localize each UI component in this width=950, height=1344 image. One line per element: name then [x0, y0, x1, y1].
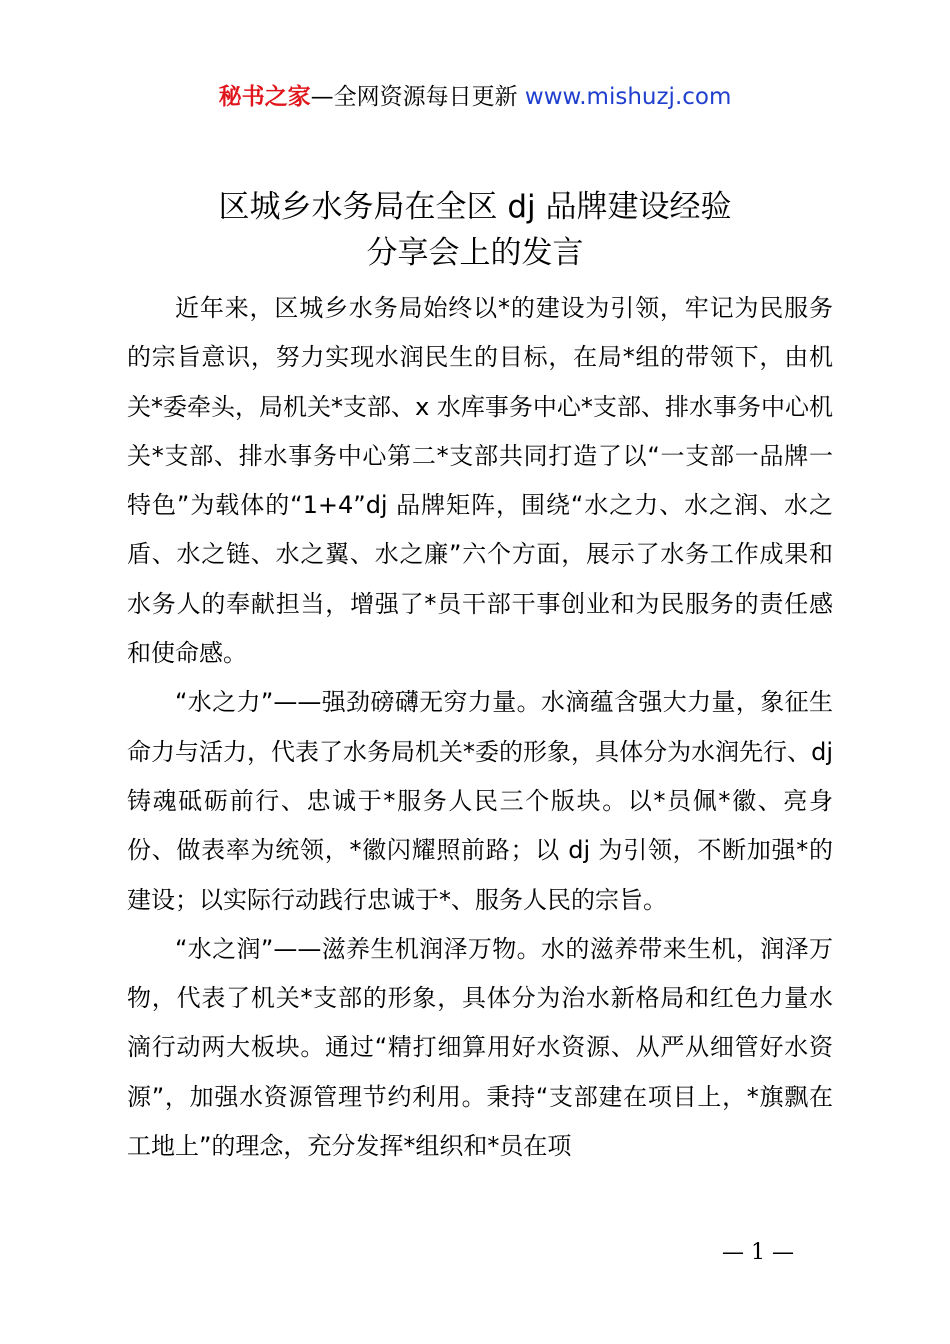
body-paragraph-intro: 近年来，区城乡水务局始终以*的建设为引领，牢记为民服务的宗旨意识，努力实现水润民生的目标，在局*组的带领下，由机关*委牵头，局机关*支部、x 水库事务中心*支部、排水事务中心机关*支部、排水事务中心第二*支部共同打造了以“一支部一品牌一特色”为载体的“1+4”dj 品牌矩阵，围绕“水之力、水之润、水之盾、水之链、水之翼、水之廉”六个方面，展示了水务工作成果和水务人的奉献担当，增强了*员干部干事创业和为民服务的责任感和使命感。: [127, 294, 833, 668]
site-header: [0, 80, 950, 114]
document-title-line-2: 分享会上的发言: [366, 235, 584, 271]
site-brand: 秘书之家: [218, 84, 311, 110]
site-url-link[interactable]: www.mishuzj.com: [524, 84, 732, 110]
page-number: — 1 —: [722, 1240, 794, 1265]
body-paragraph-water-nourish: “水之润”——滋养生机润泽万物。水的滋养带来生机，润泽万物，代表了机关*支部的形象，具体分为治水新格局和红色力量水滴行动两大板块。通过“精打细算用好水资源、从严从细管好水资源”，加强水资源管理节约利用。秉持“支部建在项目上，*旗飘在工地上”的理念，充分发挥*组织和*员在项: [127, 934, 833, 1161]
document-body: [127, 284, 833, 1171]
body-paragraph-water-power: “水之力”——强劲磅礴无穷力量。水滴蕴含强大力量，象征生命力与活力，代表了水务局机关*委的形象，具体分为水润先行、dj 铸魂砥砺前行、忠诚于*服务人民三个版块。以*员佩*徽、亮身份、做表率为统领，*徽闪耀照前路；以 dj 为引领，不断加强*的建设；以实际行动践行忠诚于*、服务人民的宗旨。: [127, 688, 833, 914]
document-title: [0, 184, 950, 276]
site-tagline: —全网资源每日更新: [310, 84, 518, 110]
document-title-line-1: 区城乡水务局在全区 dj 品牌建设经验: [218, 189, 732, 225]
